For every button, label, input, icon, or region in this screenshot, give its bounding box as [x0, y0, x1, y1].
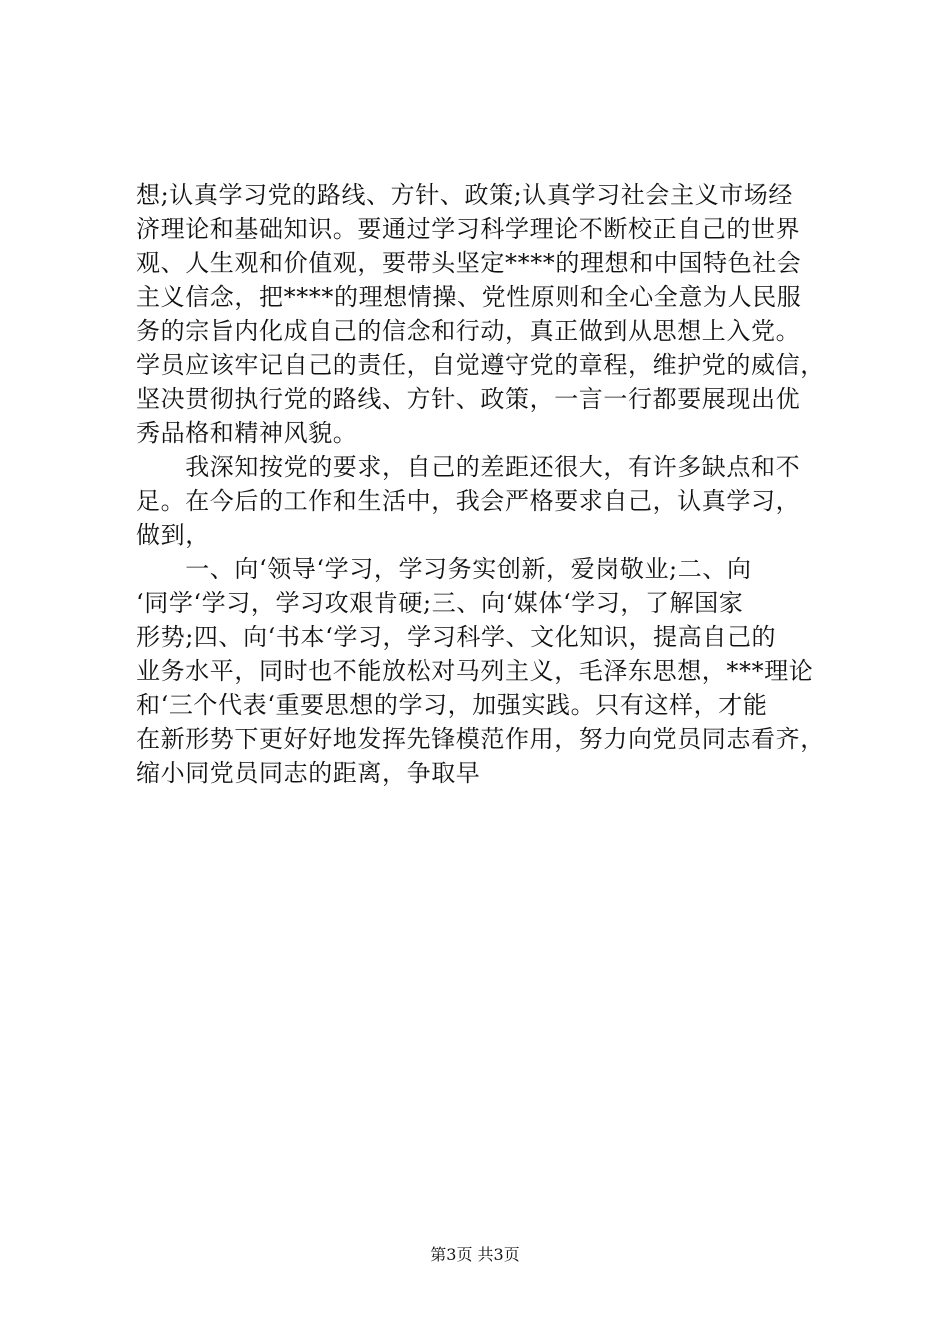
text-line: 观、人生观和价值观，要带头坚定****的理想和中国特色社会	[136, 249, 802, 277]
text-line: 足。在今后的工作和生活中，我会严格要求自己，认真学习，	[136, 487, 801, 515]
text-line: 学员应该牢记自己的责任，自觉遵守党的章程，维护党的威信，	[136, 351, 825, 379]
page-number-footer: 第3页 共3页	[430, 1245, 520, 1264]
text-line: 业务水平，同时也不能放松对马列主义，毛泽东思想，***理论	[136, 657, 814, 685]
text-line: 缩小同党员同志的距离，争取早	[136, 759, 481, 787]
text-line: 坚决贯彻执行党的路线、方针、政策，一言一行都要展现出优	[136, 385, 801, 413]
text-line: 和‘三个代表‘重要思想的学习，加强实践。只有这样，才能	[136, 691, 768, 719]
text-line: 我深知按党的要求，自己的差距还很大，有许多缺点和不	[136, 453, 801, 481]
text-line: 在新形势下更好好地发挥先锋模范作用，努力向党员同志看齐，	[136, 725, 825, 753]
text-line: 想;认真学习党的路线、方针、政策;认真学习社会主义市场经	[136, 181, 793, 209]
text-line: 秀品格和精神风貌。	[136, 419, 358, 447]
text-line: 主义信念，把****的理想情操、党性原则和全心全意为人民服	[136, 283, 802, 311]
text-line: ‘同学‘学习，学习攻艰肯硬;三、向‘媒体‘学习，了解国家	[136, 589, 744, 617]
body-text	[136, 178, 850, 790]
text-line: 做到，	[136, 521, 210, 549]
text-line: 形势;四、向‘书本‘学习，学习科学、文化知识，提高自己的	[136, 623, 777, 651]
text-line: 济理论和基础知识。要通过学习科学理论不断校正自己的世界	[136, 215, 801, 243]
text-line: 务的宗旨内化成自己的信念和行动，真正做到从思想上入党。	[136, 317, 801, 345]
text-line: 一、向‘领导‘学习，学习务实创新，爱岗敬业;二、向	[136, 555, 752, 583]
